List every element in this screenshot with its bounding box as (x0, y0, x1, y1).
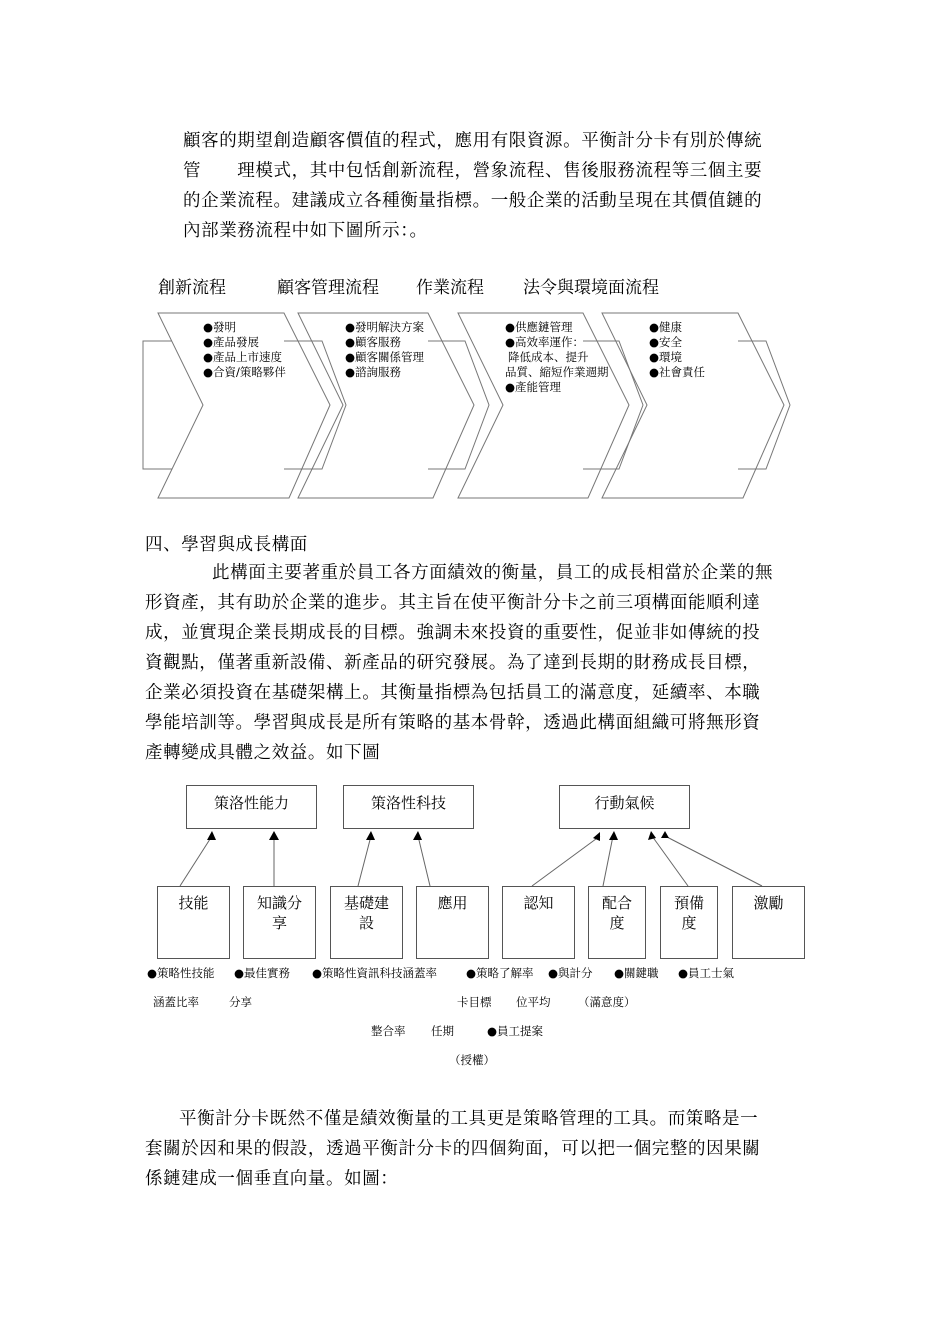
note-item: ●策略了解率 (466, 966, 534, 980)
chain-header-operations: 作業流程 (416, 278, 484, 298)
connector-line (532, 836, 600, 886)
chain-item: ●供應鏈管理 (505, 320, 573, 334)
intro-line: 管 理模式，其中包恬創新流程，營象流程、售後服務流程等三個主要 (183, 161, 763, 181)
connector-line (652, 836, 688, 886)
connector-line (603, 836, 613, 886)
connector-line (418, 836, 430, 886)
section4-line: 成，並實現企業長期成長的目標。強調未來投資的重要性，促並非如傳統的投 (145, 623, 761, 643)
chain-item: ●健康 (649, 320, 683, 334)
section4-line: 產轉變成具體之效益。如下圖 (145, 743, 381, 763)
chain-item: ●合資/策略夥伴 (203, 365, 286, 379)
box-strategic-technology: 策洛性科技 (343, 785, 474, 829)
intro-line: 顧客的期望創造顧客價值的程式，應用有限資源。平衡計分卡有別於傳統 (183, 131, 763, 151)
closing-line: 套關於因和果的假設，透過平衡計分卡的四個夠面，可以把一個完整的因果關 (145, 1139, 761, 1159)
box-label: 度 (609, 914, 625, 932)
note-item: ●與計分 (548, 966, 593, 980)
chain-item: 降低成本、提升 (508, 350, 589, 364)
chain-item: ●顧客關係管理 (345, 350, 425, 364)
note-item: ●員工提案 (487, 1024, 544, 1038)
box-infrastructure (330, 886, 403, 959)
box-label: 技能 (178, 894, 209, 912)
note-item: 分享 (229, 995, 252, 1009)
box-readiness (660, 886, 718, 959)
box-label: 預備 (673, 894, 704, 912)
intro-line: 的企業流程。建議成立各種衡量指標。一般企業的活動呈現在其價值鏈的 (183, 191, 763, 211)
chain-block-regulatory (649, 320, 705, 380)
section4-line: 此構面主要著重於員工各方面績效的衡量，員工的成長相當於企業的無 (212, 563, 774, 583)
box-alignment (588, 886, 646, 959)
section4-line: 資觀點，僅著重新設備、新產品的研究發展。為了達到長期的財務成長目標， (145, 653, 761, 673)
note-item: 涵蓋比率 (153, 995, 199, 1009)
chain-block-operations (505, 320, 609, 395)
box-label: 設 (358, 914, 374, 932)
section4-line: 學能培訓等。學習與成長是所有策略的基本骨幹，透過此構面組織可將無形資 (145, 713, 761, 733)
section-heading: 四、學習與成長構面 (145, 535, 308, 555)
connector-line (180, 836, 212, 886)
note-item: 卡目標 (457, 995, 492, 1009)
note-item: （滿意度） (578, 995, 636, 1009)
box-strategic-capability: 策洛性能力 (186, 785, 317, 829)
box-application (416, 886, 489, 959)
chain-item: ●發明 (203, 320, 237, 334)
chain-item: ●諮詢服務 (345, 365, 402, 379)
connector-line (665, 836, 762, 886)
chain-header-customer: 顧客管理流程 (277, 278, 379, 298)
box-label: 度 (681, 914, 697, 932)
chain-item: ●高效率運作： (505, 335, 585, 349)
box-motivation (732, 886, 805, 959)
connector-line (358, 836, 371, 886)
box-action-climate: 行動氣候 (559, 785, 690, 829)
box-label: 認知 (523, 894, 554, 912)
note-item: ●員工士氣 (678, 966, 735, 980)
box-label: 基礎建 (343, 894, 389, 912)
arrow-head (593, 832, 600, 841)
note-item: ●最佳實務 (234, 966, 291, 980)
closing-line: 係鏈建成一個垂直向量。如圖： (145, 1169, 399, 1189)
section4-line: 企業必須投資在基礎架構上。其衡量指標為包括員工的滿意度，延續率、本職 (145, 683, 761, 703)
box-label: 享 (271, 914, 287, 932)
chain-item: ●發明解決方案 (345, 320, 425, 334)
arrow-head (207, 831, 216, 840)
box-label: 激勵 (753, 894, 784, 912)
arrow-head (269, 831, 279, 840)
box-skills (157, 886, 230, 959)
box-label: 應用 (437, 894, 468, 912)
note-item: ●策略性技能 (147, 966, 215, 980)
note-item: ●策略性資訊科技涵蓋率 (312, 966, 438, 980)
note-item: ●關鍵職 (614, 966, 659, 980)
box-awareness (502, 886, 575, 959)
chain-item: ●環境 (649, 350, 683, 364)
section4-paragraph (145, 558, 773, 768)
arrow-head (366, 831, 375, 840)
closing-paragraph (145, 1104, 760, 1194)
chain-header-innovation: 創新流程 (158, 278, 226, 298)
note-item: 任期 (431, 1024, 454, 1038)
chain-block-customer (345, 320, 424, 380)
arrow-head (609, 831, 618, 840)
arrow-head (413, 831, 422, 840)
chain-header-regulatory: 法令與環境面流程 (523, 278, 659, 298)
note-item: （授權） (449, 1053, 495, 1067)
chain-item: 品質、縮短作業週期 (505, 365, 609, 379)
chain-item: ●產品發展 (203, 335, 260, 349)
chain-item: ●產品上市速度 (203, 350, 283, 364)
box-knowledge-sharing (243, 886, 316, 959)
closing-line: 平衡計分卡既然不僅是績效衡量的工具更是策略管理的工具。而策略是一 (179, 1109, 759, 1129)
chain-item: ●安全 (649, 335, 683, 349)
intro-line: 內部業務流程中如下圖所示：。 (183, 221, 428, 241)
box-label: 知識分 (256, 894, 302, 912)
box-label: 配合 (601, 894, 632, 912)
arrow-head (648, 831, 656, 840)
note-item: 位平均 (516, 995, 551, 1009)
chain-block-innovation (203, 320, 286, 380)
chain-item: ●顧客服務 (345, 335, 402, 349)
chain-item: ●社會責任 (649, 365, 706, 379)
section4-line: 形資產，其有助於企業的進步。其主旨在使平衡計分卡之前三項構面能順利達 (145, 593, 761, 613)
chain-item: ●產能管理 (505, 380, 562, 394)
arrow-head (661, 831, 669, 838)
note-item: 整合率 (371, 1024, 406, 1038)
